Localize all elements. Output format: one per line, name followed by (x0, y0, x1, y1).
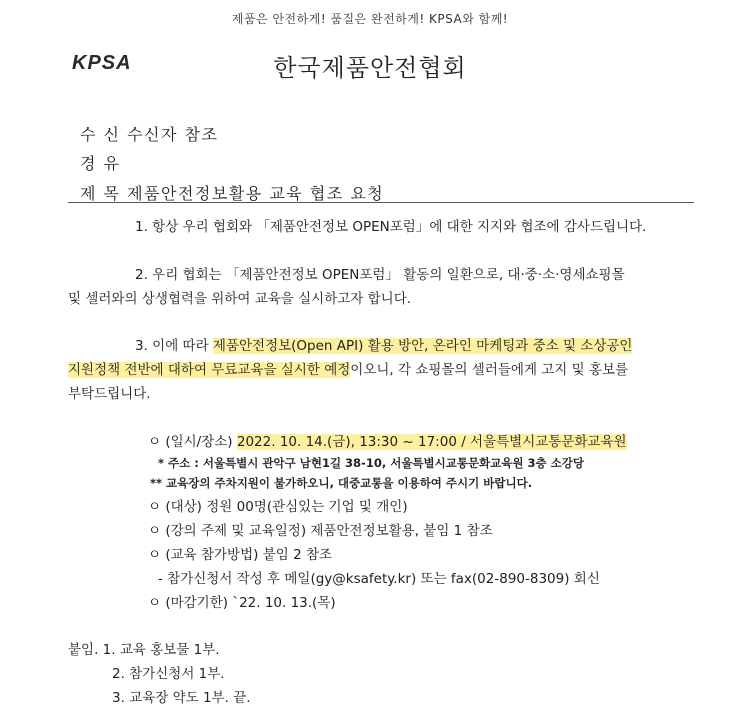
detail-when-value: 2022. 10. 14.(금), 13:30 ~ 17:00 / 서울특별시교통문화교육원 (236, 434, 627, 450)
slogan: 제품은 안전하게! 품질은 완전하게! KPSA와 함께! (231, 12, 509, 26)
detail-address: * 주소 : 서울특별시 관악구 남현1길 38-10, 서울특별시교통문화교육원 3층 소강당 (158, 456, 584, 470)
detail-target: ㅇ (대상) 정원 00명(관심있는 기업 및 개인) (148, 499, 408, 515)
detail-topic: ㅇ (강의 주제 및 교육일정) 제품안전정보활용, 붙임 1 참조 (148, 523, 493, 539)
detail-when (148, 430, 627, 450)
recipient-line: 수 신 수신자 참조 (80, 125, 219, 144)
attachment-2: 2. 참가신청서 1부. (112, 666, 225, 682)
header-divider (68, 202, 694, 203)
kpsa-logo: KPSA (72, 52, 132, 74)
paragraph-3-line-3: 부탁드립니다. (68, 386, 151, 402)
via-line: 경 유 (80, 154, 121, 173)
attachment-1: 붙임. 1. 교육 홍보물 1부. (68, 642, 220, 658)
paragraph-2-line-2: 및 셀러와의 상생협력을 위하여 교육을 실시하고자 합니다. (68, 291, 412, 307)
paragraph-3-prefix: 3. 이에 따라 (135, 338, 213, 354)
paragraph-2-line-1: 2. 우리 협회는 「제품안전정보 OPEN포럼」 활동의 일환으로, 대·중·소·영세쇼핑몰 (135, 267, 625, 283)
detail-method-note: - 참가신청서 작성 후 메일(gy@ksafety.kr) 또는 fax(02-890-8309) 회신 (158, 571, 600, 587)
subject-line: 제 목 제품안전정보활용 교육 협조 요청 (80, 184, 385, 203)
paragraph-3-suffix: 이오니, 각 쇼핑몰의 셀러들에게 고지 및 홍보를 (350, 362, 629, 378)
detail-deadline: ㅇ (마감기한) `22. 10. 13.(목) (148, 595, 336, 611)
paragraph-3-line-2 (68, 358, 628, 378)
paragraph-1: 1. 항상 우리 협회와 「제품안전정보 OPEN포럼」에 대한 지지와 협조에 감사드립니다. (135, 219, 647, 235)
detail-method: ㅇ (교육 참가방법) 붙임 2 참조 (148, 547, 333, 563)
detail-parking: ** 교육장의 주차지원이 불가하오니, 대중교통을 이용하여 주시기 바랍니다. (150, 476, 533, 490)
attachment-3: 3. 교육장 약도 1부. 끝. (112, 690, 251, 706)
organization-name: 한국제품안전협회 (273, 54, 467, 82)
detail-when-label: ㅇ (일시/장소) (148, 434, 237, 450)
paragraph-3-highlight-1: 제품안전정보(Open API) 활용 방안, 온라인 마케팅과 중소 및 소상공인 (212, 338, 633, 354)
paragraph-3-highlight-2: 지원정책 전반에 대하여 무료교육을 실시한 예정 (68, 362, 351, 378)
paragraph-3-line-1 (135, 334, 632, 354)
